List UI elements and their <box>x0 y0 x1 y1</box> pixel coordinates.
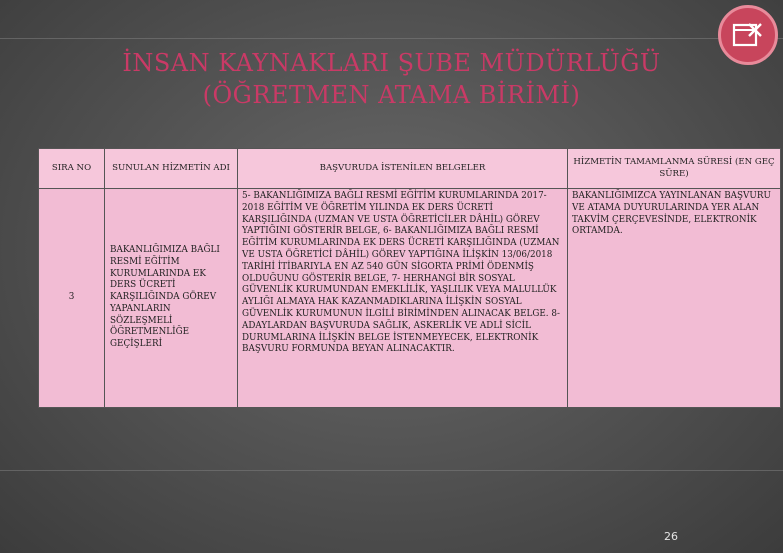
cell-no: 3 <box>39 189 105 408</box>
table-header-row <box>39 149 781 189</box>
services-table <box>38 148 781 408</box>
header-no: SIRA NO <box>39 149 105 189</box>
cell-duration: BAKANLIĞIMIZCA YAYINLANAN BAŞVURU VE ATAMA DUYURULARINDA YER ALAN TAKVİM ÇERÇEVESİNDE, ELEKTRONİK ORTAMDA. <box>568 189 781 408</box>
slide-exit-glyph-icon <box>731 20 765 50</box>
header-documents: BAŞVURUDA İSTENİLEN BELGELER <box>238 149 568 189</box>
page-number: 26 <box>664 530 678 543</box>
slide-title: İNSAN KAYNAKLARI ŞUBE MÜDÜRLÜĞÜ <box>122 49 661 77</box>
decorative-line <box>0 38 783 39</box>
slide-subtitle: (ÖĞRETMEN ATAMA BİRİMİ) <box>202 81 581 109</box>
header-service: SUNULAN HİZMETİN ADI <box>105 149 238 189</box>
cell-documents: 5- BAKANLIĞIMIZA BAĞLI RESMİ EĞİTİM KURUMLARINDA 2017-2018 EĞİTİM VE ÖĞRETİM YILINDA EK DERS ÜCRETİ KARŞILIĞINDA (UZMAN VE USTA ÖĞRETİCİLER DÂHİL) GÖREV YAPTIĞINI GÖSTERİR BELGE, 6- BAKANLIĞIMIZA BAĞLI RESMİ EĞİTİM KURUMLARINDA EK DERS ÜCRETİ KARŞILIĞINDA (UZMAN VE USTA ÖĞRETİCİ DÂHİL) GÖREV YAPTIĞINA İLİŞKİN 13/06/2018 TARİHİ İTİBARIYLA EN AZ 540 GÜN SİGORTA PRİMİ ÖDENMİŞ OLDUĞUNU GÖSTERİR BELGE, 7- HERHANGİ BİR SOSYAL GÜVENLİK KURUMUNDAN EMEKLİLİK, YAŞLILIK VEYA MALULLÜK AYLIĞI ALMAYA HAK KAZANMADIKLARINA İLİŞKİN SOSYAL GÜVENLİK KURUMUNUN İLGİLİ BİRİMİNDEN ALINACAK BELGE. 8- ADAYLARDAN BAŞVURUDA SAĞLIK, ASKERLİK VE ADLİ SİCİL DURUMLARINA İLİŞKİN BELGE İSTENMEYECEK, ELEKTRONİK BAŞVURU FORMUNDA BEYAN ALINACAKTIR. <box>238 189 568 408</box>
table-row <box>39 189 781 408</box>
cell-service: BAKANLIĞIMIZA BAĞLI RESMİ EĞİTİM KURUMLARINDA EK DERS ÜCRETİ KARŞILIĞINDA GÖREV YAPANLARIN SÖZLEŞMELİ ÖĞRETMENLİĞE GEÇİŞLERİ <box>105 189 238 408</box>
header-duration: HİZMETİN TAMAMLANMA SÜRESİ (EN GEÇ SÜRE) <box>568 149 781 189</box>
decorative-line <box>0 470 783 471</box>
